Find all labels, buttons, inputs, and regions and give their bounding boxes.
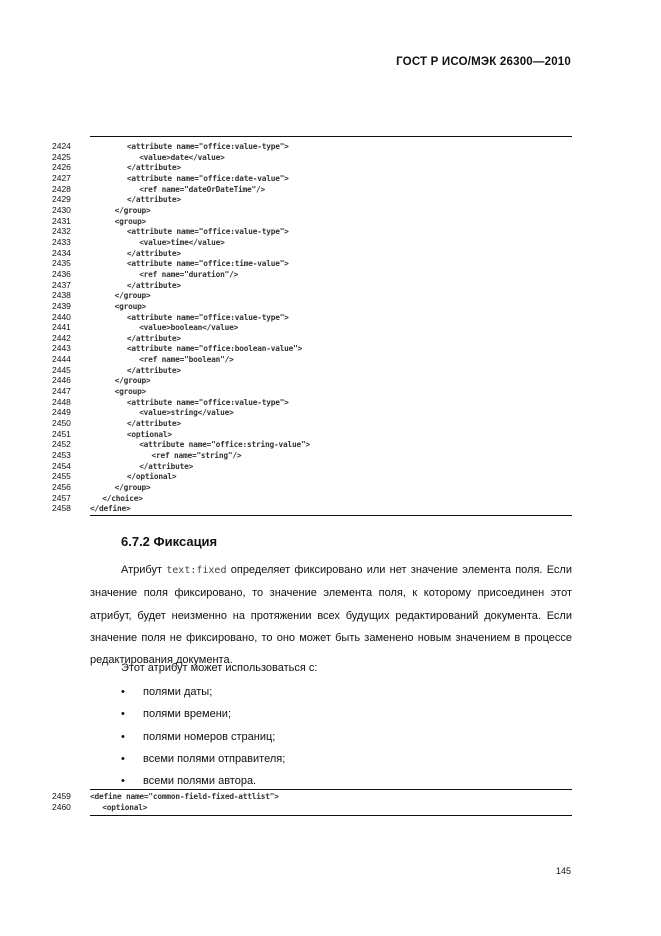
code-line: [0, 142, 661, 153]
line-number: 2449: [52, 407, 71, 418]
code-line: [0, 185, 661, 196]
code-text: <ref name="dateOrDateTime"/>: [139, 184, 266, 194]
line-number: 2444: [52, 354, 71, 365]
code-text: <group>: [114, 387, 147, 397]
line-number: 2453: [52, 450, 71, 461]
bullet-icon: •: [121, 730, 125, 743]
list-item-text: всеми полями отправителя;: [143, 752, 286, 765]
code-text: <value>time</value>: [139, 237, 225, 247]
code-line: [0, 355, 661, 366]
line-number: 2445: [52, 364, 71, 375]
code-text: </group>: [114, 376, 151, 386]
code-line: [0, 334, 661, 345]
bullet-icon: •: [121, 708, 125, 721]
code-line: [0, 238, 661, 249]
section-heading: 6.7.2 Фиксация: [121, 534, 218, 549]
code-text: <value>date</value>: [139, 152, 225, 162]
list-item: [0, 730, 661, 752]
line-number: 2428: [52, 183, 71, 194]
code-text: <attribute name="office:value-type">: [126, 397, 289, 407]
line-number: 2455: [52, 471, 71, 482]
line-number: 2454: [52, 460, 71, 471]
line-number: 2429: [52, 194, 71, 205]
code-line: [0, 291, 661, 302]
line-number: 2442: [52, 332, 71, 343]
line-number: 2433: [52, 236, 71, 247]
code-block-2-top-rule: [90, 789, 572, 790]
code-listing: [0, 142, 661, 515]
code-text: </attribute>: [126, 365, 181, 375]
code-line: [0, 462, 661, 473]
line-number: 2452: [52, 439, 71, 450]
code-text: </attribute>: [126, 163, 181, 173]
code-text: <attribute name="office:value-type">: [126, 142, 289, 151]
line-number: 2435: [52, 258, 71, 269]
code-text: <value>boolean</value>: [139, 323, 239, 333]
code-text: <attribute name="office:value-type">: [126, 227, 289, 237]
code-text: <value>string</value>: [139, 408, 234, 418]
line-number: 2457: [52, 492, 71, 503]
bullet-icon: •: [121, 752, 125, 765]
line-number: 2446: [52, 375, 71, 386]
line-number: 2447: [52, 386, 71, 397]
bullet-list: [0, 685, 661, 796]
section-paragraph: [90, 559, 572, 671]
code-line: [0, 472, 661, 483]
code-line: [0, 483, 661, 494]
code-line: [0, 408, 661, 419]
line-number: 2458: [52, 503, 71, 514]
code-text: </attribute>: [126, 419, 181, 429]
code-text: </attribute>: [126, 195, 181, 205]
code-text: <ref name="boolean"/>: [139, 355, 234, 365]
code-line: [0, 227, 661, 238]
line-number: 2424: [52, 141, 71, 151]
line-number: 2441: [52, 322, 71, 333]
code-line: [0, 803, 661, 814]
code-line: [0, 206, 661, 217]
list-item-text: всеми полями автора.: [143, 775, 257, 788]
code-line: [0, 451, 661, 462]
page-number: 145: [555, 866, 571, 876]
code-line: [0, 419, 661, 430]
code-line: [0, 376, 661, 387]
list-item: [0, 752, 661, 774]
line-number: 2456: [52, 482, 71, 492]
line-number: 2434: [52, 247, 71, 258]
code-line: [0, 494, 661, 505]
list-intro: Этот атрибут может использоваться с:: [121, 662, 318, 674]
code-line: [0, 440, 661, 451]
code-line: [0, 174, 661, 185]
bullet-icon: •: [121, 775, 125, 788]
code-text: <optional>: [102, 802, 148, 812]
line-number: 2443: [52, 343, 71, 354]
code-text: </define>: [90, 504, 131, 514]
code-text: </attribute>: [126, 280, 181, 290]
code-text: <group>: [114, 216, 147, 226]
code-text: <optional>: [126, 429, 172, 439]
line-number: 2427: [52, 172, 71, 183]
code-text: <group>: [114, 301, 147, 311]
document-header: ГОСТ Р ИСО/МЭК 26300—2010: [396, 56, 571, 68]
code-text: </group>: [114, 205, 151, 215]
code-line: [0, 792, 661, 803]
code-line: [0, 270, 661, 281]
code-text: </choice>: [102, 493, 143, 503]
attribute-name-code: text:fixed: [166, 565, 227, 576]
line-number: 2426: [52, 162, 71, 173]
line-number: 2436: [52, 268, 71, 279]
code-block-2-bottom-rule: [90, 815, 572, 816]
line-number: 2459: [52, 791, 71, 801]
code-text: </attribute>: [126, 248, 181, 258]
code-line: [0, 302, 661, 313]
code-line: [0, 344, 661, 355]
code-text: <attribute name="office:string-value">: [139, 440, 310, 450]
code-text: </attribute>: [126, 333, 181, 343]
line-number: 2450: [52, 418, 71, 429]
code-text: <ref name="duration"/>: [139, 269, 239, 279]
code-line: [0, 398, 661, 409]
code-line: [0, 366, 661, 377]
code-text: </optional>: [126, 472, 177, 482]
code-text: <ref name="string"/>: [151, 451, 242, 461]
code-line: [0, 323, 661, 334]
code-text: <attribute name="office:value-type">: [126, 312, 289, 322]
line-number: 2460: [52, 801, 71, 812]
paragraph-text-rest: определяет фиксировано или нет значение элемента поля. Если значение поля фиксировано, то значение элемента поля, к которому присоединен этот атрибут, будет неизменно на протяжении всех будущих редактирований документа. Если значение поля не фиксировано, то оно может быть заменено новым значением в процессе редактирования документа.: [90, 564, 572, 667]
line-number: 2425: [52, 151, 71, 162]
code-text: </group>: [114, 483, 151, 492]
code-text: <attribute name="office:date-value">: [126, 173, 289, 183]
list-item: [0, 685, 661, 707]
list-item-text: полями номеров страниц;: [143, 730, 276, 743]
code-line: [0, 163, 661, 174]
code-line: [0, 313, 661, 324]
list-item-text: полями даты;: [143, 686, 213, 698]
code-text: </attribute>: [139, 461, 194, 471]
list-item: [0, 707, 661, 729]
line-number: 2439: [52, 300, 71, 311]
line-number: 2451: [52, 428, 71, 439]
code-line: [0, 217, 661, 228]
line-number: 2437: [52, 279, 71, 290]
code-line: [0, 259, 661, 270]
code-listing-2: [0, 792, 661, 813]
line-number: 2440: [52, 311, 71, 322]
code-text: </group>: [114, 291, 151, 301]
line-number: 2432: [52, 226, 71, 237]
code-line: [0, 430, 661, 441]
code-line: [0, 195, 661, 206]
line-number: 2448: [52, 396, 71, 407]
list-item-text: полями времени;: [143, 708, 232, 721]
paragraph-text-start: Атрибут: [121, 564, 167, 576]
code-text: <attribute name="office:boolean-value">: [126, 344, 303, 354]
code-line: [0, 153, 661, 164]
code-text: <define name="common-field-fixed-attlist">: [90, 792, 279, 801]
line-number: 2431: [52, 215, 71, 226]
code-line: [0, 504, 661, 515]
line-number: 2438: [52, 290, 71, 301]
code-block-top-rule: [90, 136, 572, 137]
line-number: 2430: [52, 204, 71, 215]
code-text: <attribute name="office:time-value">: [126, 259, 289, 269]
code-block-bottom-rule: [90, 515, 572, 516]
code-line: [0, 281, 661, 292]
code-line: [0, 249, 661, 260]
bullet-icon: •: [121, 686, 125, 698]
code-line: [0, 387, 661, 398]
